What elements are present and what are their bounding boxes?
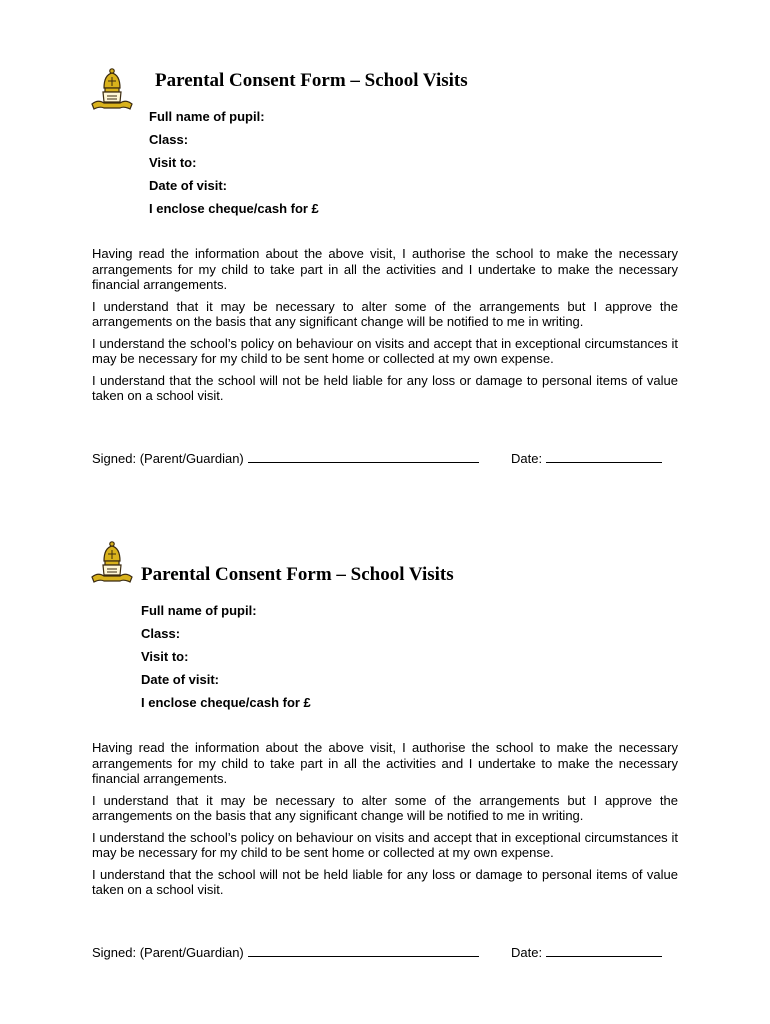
field-visit-to: Visit to:: [149, 155, 197, 170]
date-block: [511, 945, 662, 960]
consent-paragraph: I understand the school’s policy on behaviour on visits and accept that in exceptional circumstances it may be necessary for my child to be sent home or collected at my own expense.: [92, 829, 678, 860]
date-label: Date:: [511, 451, 543, 466]
date-line[interactable]: [546, 451, 662, 463]
field-date-of-visit: Date of visit:: [141, 672, 220, 687]
pupil-details-list: [149, 109, 319, 224]
field-date-of-visit: Date of visit:: [149, 178, 228, 193]
school-crest-icon: [90, 66, 134, 114]
signature-line[interactable]: [248, 945, 479, 957]
field-class: Class:: [141, 626, 181, 641]
consent-text: [92, 246, 678, 410]
field-visit-to: Visit to:: [141, 649, 189, 664]
consent-paragraph: Having read the information about the above visit, I authorise the school to make the necessary arrangements for my child to take part in all the activities and I undertake to make the necessary financial arrangements.: [92, 740, 678, 786]
field-full-name: Full name of pupil:: [149, 109, 265, 124]
signature-row: [92, 451, 678, 466]
consent-paragraph: I understand that it may be necessary to alter some of the arrangements but I approve the arrangements on the basis that any significant change will be notified to me in writing.: [92, 792, 678, 823]
signed-label: Signed: (Parent/Guardian): [92, 945, 244, 960]
field-payment: I enclose cheque/cash for £: [149, 201, 319, 216]
consent-paragraph: I understand that the school will not be held liable for any loss or damage to personal items of value taken on a school visit.: [92, 372, 678, 403]
consent-paragraph: I understand that the school will not be held liable for any loss or damage to personal items of value taken on a school visit.: [92, 866, 678, 897]
consent-paragraph: I understand that it may be necessary to alter some of the arrangements but I approve the arrangements on the basis that any significant change will be notified to me in writing.: [92, 298, 678, 329]
consent-paragraph: Having read the information about the above visit, I authorise the school to make the necessary arrangements for my child to take part in all the activities and I undertake to make the necessary financial arrangements.: [92, 246, 678, 292]
field-class: Class:: [149, 132, 189, 147]
date-line[interactable]: [546, 945, 662, 957]
form-title: Parental Consent Form – School Visits: [141, 564, 454, 585]
signature-line[interactable]: [248, 451, 479, 463]
consent-text: [92, 740, 678, 904]
date-block: [511, 451, 662, 466]
pupil-details-list: [141, 603, 311, 718]
form-title: Parental Consent Form – School Visits: [155, 70, 468, 91]
signed-label: Signed: (Parent/Guardian): [92, 451, 244, 466]
field-full-name: Full name of pupil:: [141, 603, 257, 618]
consent-paragraph: I understand the school’s policy on behaviour on visits and accept that in exceptional circumstances it may be necessary for my child to be sent home or collected at my own expense.: [92, 335, 678, 366]
date-label: Date:: [511, 945, 543, 960]
field-payment: I enclose cheque/cash for £: [141, 695, 311, 710]
signature-row: [92, 945, 678, 960]
school-crest-icon: [90, 539, 134, 587]
